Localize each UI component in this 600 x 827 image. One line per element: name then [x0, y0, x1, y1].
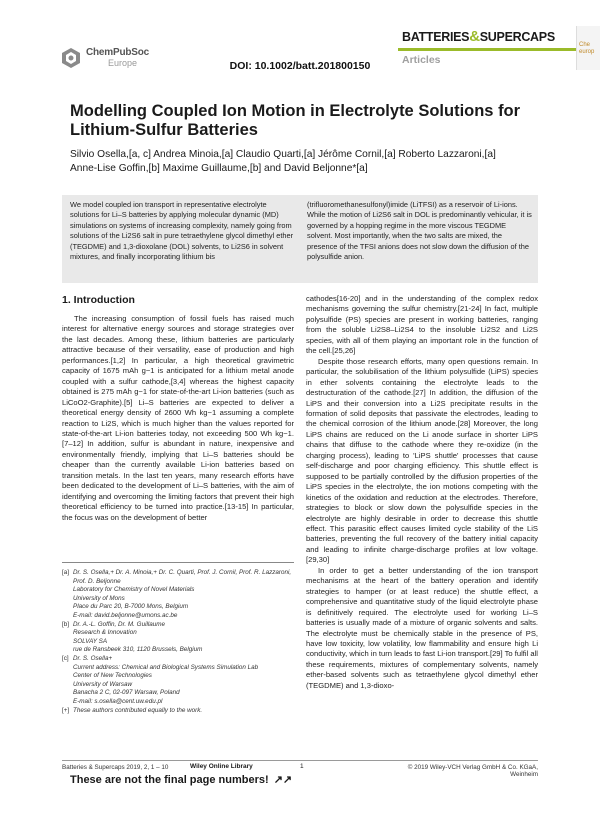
section-heading: 1. Introduction	[62, 294, 135, 306]
footer-divider	[62, 760, 538, 761]
paragraph: The increasing consumption of fossil fuels has raised much interest for alternative energy sources and storage strategies over the last decades. Among these, lithium batteries are particularly attractive because of their versatility, ease of production and high performances.[1,2] In particular, a high theoretical gravimetric capacity of 1675 mAh g−1 is anticipated for a lithium metal anode coupled with a sulfur cathode,[3,4] whereas the highest capacity obtained is 275 mAh g−1 for state-of-the-art Li-ion batteries (such as LiCoO2-Graphite).[5] Li–S batteries are expected to deliver a theoretical energy density of 2600 Wh kg−1 assuming a complete reaction to Li2S, which is much higher than the values reported for state-of-the-art Li-ion batteries today, not exceeding 500 Wh kg−1.[7–12] In addition, sulfur is abundant in nature, inexpensive and environmentally friendly, implying that Li–S batteries should be cheaper than the currently available Li-ion batteries based on transition metals. In the last ten years, many research efforts have been dedicated to the development of Li–S batteries, with the aim of identifying and overcoming the limiting factors that prevent their high theoretical efficiency to be turned into practice.[13-15] In particular, the focus was on the development of better	[62, 314, 294, 522]
journal-banner	[392, 26, 600, 74]
abstract-text-right: (trifluoromethanesulfonyl)imide (LiTFSI) as a reservoir of Li-ions. While the motion of Li2S6 salt in DOL is predominantly vehicular, it is governed by a hopping regime in the more viscous TEGDME solvent. Most importantly, when the two salts are mixed, the presence of the TFSI anions does not slow down the diffusion of the polysulfide anion.	[307, 200, 532, 262]
affiliations	[62, 562, 294, 715]
author-line: Silvio Osella,[a, c] Andrea Minoia,[a] Claudio Quarti,[a] Jérôme Cornil,[a] Roberto Lazzaroni,[a]	[70, 149, 496, 160]
arrow-icon: ↗↗	[273, 774, 293, 786]
affiliation-a: [a] Dr. S. Osella,+ Dr. A. Minoia,+ Dr. C. Quarti, Prof. J. Cornil, Prof. R. Lazzaroni, Prof. D. Beljonne Laboratory for Chemistry of Novel Materials University of Mons Place du Parc 20, B-7000 Mons, Belgium E-mail: david.beljonne@umons.ac.be	[62, 569, 292, 619]
article-title: Modelling Coupled Ion Motion in Electrolyte Solutions for Lithium-Sulfur Batteries	[70, 102, 521, 139]
wiley-library-link[interactable]: Wiley Online Library	[190, 763, 253, 770]
paragraph: In order to get a better understanding of the ion transport mechanisms at the heart of the battery operation and identify strategies to hamper (or at least reduce) the shuttle effect, a comprehensive and quantitative study of the liquid electrolyte phase is definitively required. The electrolyte used for working Li–S batteries is usually made of a mixture of organic solvents and salts. The electrolyte must be chemically stable in the presence of PS, have low toxicity, low volatility, low flammability and ensure high Li conductivity, which in turn leads to fast Li-ion transport.[29] To fulfil all these requirements, mixtures of complementary solvents, namely ether-based solvents such as tetraethylene glycol dimethyl ether (TEGDME) and 1,3-dioxo-	[306, 565, 538, 690]
abstract-text-left: We model coupled ion transport in representative electrolyte solutions for Li–S batteries by applying molecular dynamic (MD) simulations on systems of increasing complexity, namely going from solutions of the Li2S6 salt in pure tetraethylene glycol dimethyl ether (TEGDME) and 1,3-dioxolane (DOL) solvents, to Li2S6 in solvent mixtures, and finally incorporating lithium bis	[70, 200, 294, 262]
paragraph: Despite those research efforts, many open questions remain. In particular, the solubilisation of the lithium polysulfide (LiPS) species in ether solvents containing the electrolyte leads to the destructuration of the cathode.[27] In addition, the diffusion of the LiPS and their conversion into a Li2S precipitate results in the formation of solid deposits that passivate the electrodes, leading to the chemical corrosion of the lithium anode.[28] Moreover, the long LiPS chains are reduced on the Li anode surface in shorter LiPS chains that diffuse to the cathode where they re-oxidize (in the charging process), leading to 'LiPS shuttle' processes that cause self-discharge and poor charging efficiency. This shuttle effect is supposed to be partially controlled by the diffusion properties of the LiPS species in the electrolyte, the ion motions competing with the kinetics of the oxidation and reduction at the electrodes. Therefore, strategies to block or slow down the polysulfide species in the electrolyte are highly desirable in order to decrease this shuttle effect. This parasitic effect causes limited cycle stability of the LiS batteries, preventing the full recovery of the battery initial capacity and leading to infinite charge-discharge profiles at low voltage.[29,30]	[306, 356, 538, 565]
abstract-box	[62, 195, 538, 283]
affiliation-b: [b] Dr. A.-L. Goffin, Dr. M. Guillaume Research & Innovation SOLVAY SA rue de Ransbeek 310, 1120 Brussels, Belgium	[62, 620, 203, 654]
body-column-left	[62, 294, 294, 523]
doi-link[interactable]: DOI: 10.1002/batt.201800150	[229, 60, 371, 72]
body-column-right	[306, 294, 538, 691]
section-label: Articles	[402, 54, 441, 66]
copyright: © 2019 Wiley-VCH Verlag GmbH & Co. KGaA, Weinheim	[407, 764, 538, 778]
email-link[interactable]: E-mail: s.osella@cent.uw.edu.pl	[73, 697, 163, 705]
author-line: Anne-Lise Goffin,[b] Maxime Guillaume,[b] and David Beljonne*[a]	[70, 162, 368, 174]
journal-title: BATTERIES&SUPERCAPS	[402, 28, 555, 45]
society-badge: Che europ	[576, 26, 600, 70]
page-number: 1	[300, 763, 304, 770]
email-link[interactable]: E-mail: david.beljonne@umons.ac.be	[73, 611, 178, 619]
journal-divider	[398, 48, 584, 51]
affiliation-note: [+] These authors contributed equally to the work.	[62, 706, 203, 714]
paragraph: cathodes[16-20] and in the understanding of the complex redox mechanisms governing the sulfur chemistry.[21-24] In fact, multiple polysulfide (PS) species are present in working batteries, ranging from the soluble Li2S8–Li2S4 to the insoluble Li2S2 and Li2S species, with all of them playing an important role in the function of the cell.[25,26]	[306, 294, 538, 356]
page-notice: These are not the final page numbers! ↗↗	[70, 774, 293, 786]
citation: Batteries & Supercaps 2019, 2, 1 – 10	[62, 764, 169, 771]
affiliation-c: [c] Dr. S. Osella+ Current address: Chemical and Biological Systems Simulation Lab Center of New Technologies University of Warsaw Banacha 2 C, 02-097 Warsaw, Poland E-mail: s.osella@cent.uw.edu.pl	[62, 654, 259, 705]
publisher-sub: Europe	[108, 58, 138, 68]
publisher-name: ChemPubSoc	[86, 47, 150, 58]
author-list	[70, 148, 540, 175]
